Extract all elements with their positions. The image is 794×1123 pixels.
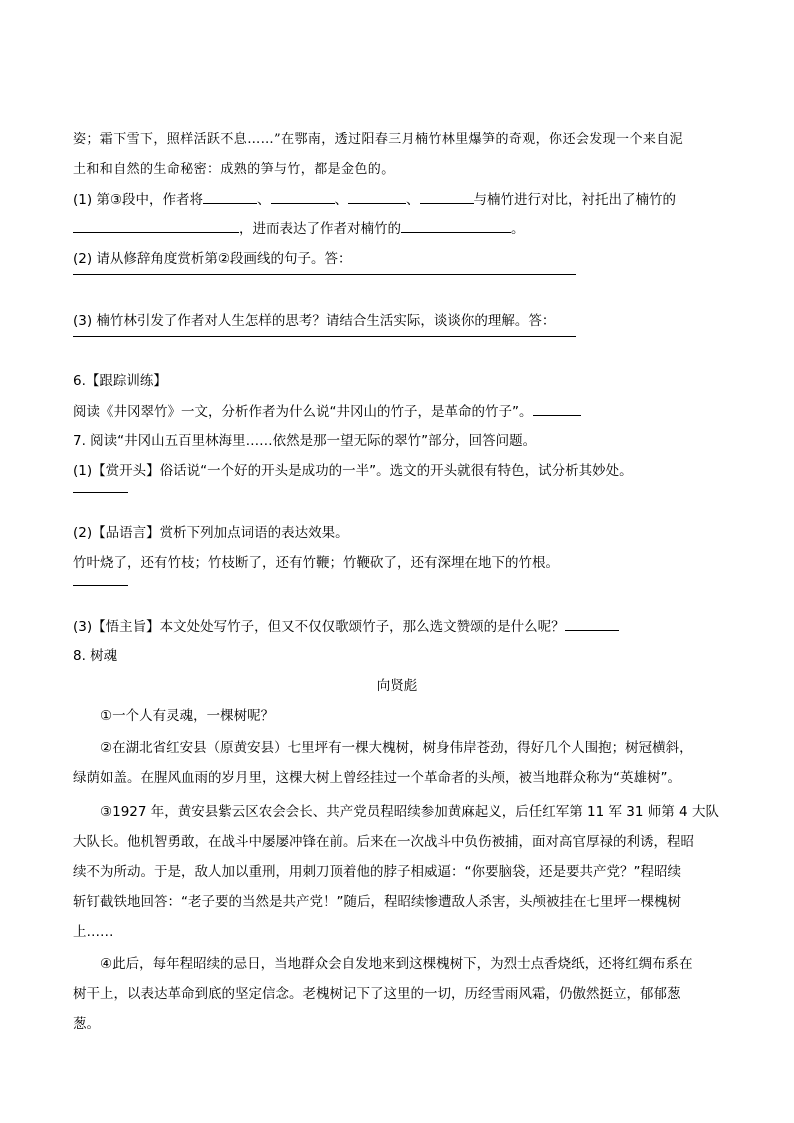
- q5-part1-suffix: ，进而表达了作者对楠竹的: [239, 221, 401, 237]
- q8-title: 8. 树魂: [73, 648, 118, 664]
- q5-part2: (2) 请从修辞角度赏析第②段画线的句子。答：: [73, 251, 352, 267]
- answer-line-q7-2[interactable]: [73, 585, 128, 586]
- q6-question: 阅读《井冈翠竹》一文，分析作者为什么说“井冈山的竹子，是革命的竹子”。: [73, 404, 533, 420]
- article-paragraph-3-line-3: 续不为所动。于是，敌人加以重刑，用刺刀顶着他的脖子相威逼：“你要脑袋，还是要共产党？”程昭续: [73, 864, 681, 880]
- separator: 、: [257, 192, 271, 208]
- q7-part1: (1)【赏开头】俗话说“一个好的开头是成功的一半”。选文的开头就很有特色，试分析其妙处。: [73, 463, 633, 479]
- q5-part1-line1: [73, 189, 676, 210]
- answer-blank-2[interactable]: [271, 189, 335, 204]
- article-paragraph-3-line-1: ③1927 年，黄安县紫云区农会会长、共产党员程昭续参加黄麻起义，后任红军第 11 军 31 师第 4 大队: [100, 804, 719, 820]
- answer-line-q7-1[interactable]: [73, 492, 128, 493]
- article-paragraph-2-line-1: ②在湖北省红安县（原黄安县）七里坪有一棵大槐树，树身伟岸苍劲，得好几个人围抱；树冠横斜，: [100, 740, 693, 756]
- article-paragraph-4-line-2: 树干上，以表达革命到底的坚定信念。老槐树记下了这里的一切，历经雪雨风霜，仍傲然挺立，郁郁葱: [73, 986, 681, 1002]
- article-paragraph-1: ①一个人有灵魂，一棵树呢？: [100, 708, 275, 724]
- article-paragraph-2-line-2: 绿荫如盖。在腥风血雨的岁月里，这棵大树上曾经挂过一个革命者的头颅，被当地群众称为“英雄树”。: [73, 770, 681, 786]
- q7-part2: (2)【品语言】赏析下列加点词语的表达效果。: [73, 525, 349, 541]
- article-paragraph-4-line-1: ④此后，每年程昭续的忌日，当地群众会自发地来到这棵槐树下，为烈士点香烧纸，还将红绸布系在: [100, 956, 693, 972]
- answer-blank-5[interactable]: [73, 218, 239, 233]
- q7-part3-question: (3)【悟主旨】本文处处写竹子，但又不仅仅歌颂竹子，那么选文赞颂的是什么呢？: [73, 619, 565, 635]
- q6-text: [73, 401, 581, 422]
- q7-part2-quote: 竹叶烧了，还有竹枝；竹枝断了，还有竹鞭；竹鞭砍了，还有深埋在地下的竹根。: [73, 555, 559, 571]
- answer-blank-4[interactable]: [420, 189, 474, 204]
- q5-part1-line2: [73, 218, 525, 239]
- article-author: 向贤彪: [376, 678, 418, 694]
- intro-line-1: 姿；霜下雪下，照样活跃不息……”在鄂南，透过阳春三月楠竹林里爆笋的奇观，你还会发现一个来自泥: [73, 132, 684, 147]
- q6-title: 6.【跟踪训练】: [73, 373, 167, 389]
- answer-line-q5-3[interactable]: [73, 336, 576, 337]
- answer-blank-6[interactable]: [401, 218, 511, 233]
- intro-line-2: 土和和自然的生命秘密：成熟的笋与竹，都是金色的。: [73, 162, 395, 177]
- separator: 、: [334, 192, 349, 208]
- article-paragraph-4-line-3: 葱。: [73, 1016, 100, 1032]
- answer-blank-1[interactable]: [203, 189, 257, 204]
- q5-part1-middle: 与楠竹进行对比，衬托出了楠竹的: [473, 192, 677, 208]
- q5-part3: (3) 楠竹林引发了作者对人生怎样的思考？请结合生活实际，谈谈你的理解。答：: [73, 313, 556, 329]
- article-paragraph-3-line-5: 上……: [73, 924, 114, 940]
- article-paragraph-3-line-2: 大队长。他机智勇敢，在战斗中屡屡冲锋在前。后来在一次战斗中负伤被捕，面对高官厚禄的利诱，程昭: [73, 834, 694, 850]
- answer-line-q5-2[interactable]: [73, 274, 576, 275]
- answer-blank-q6[interactable]: [533, 401, 581, 416]
- q7-part3: [73, 616, 619, 637]
- answer-blank-q7-3[interactable]: [565, 616, 619, 631]
- answer-blank-3[interactable]: [348, 189, 406, 204]
- q7-title: 7. 阅读“井冈山五百里林海里……依然是那一望无际的翠竹”部分，回答问题。: [73, 433, 537, 449]
- separator: 、: [406, 192, 420, 208]
- article-paragraph-3-line-4: 斩钉截铁地回答：“老子要的当然是共产党！”随后，程昭续惨遭敌人杀害，头颅被挂在七里坪一棵槐树: [73, 894, 681, 910]
- q5-part1-prefix: (1) 第③段中，作者将: [73, 192, 204, 208]
- period: 。: [511, 221, 525, 237]
